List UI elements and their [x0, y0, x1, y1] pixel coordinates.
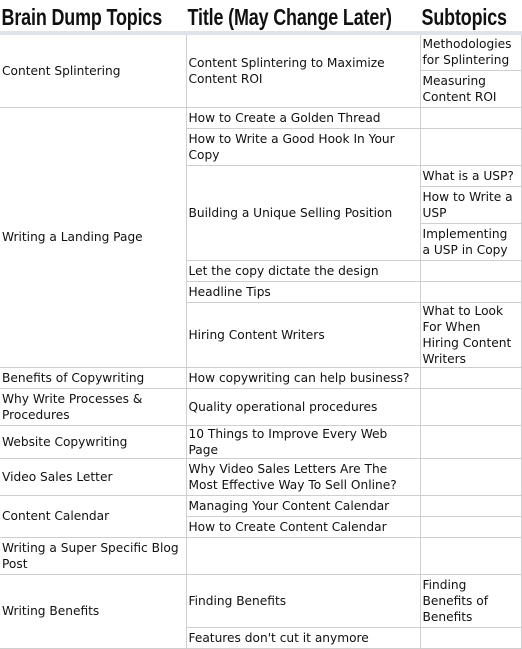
topic-cell[interactable]: Writing Benefits: [0, 574, 186, 648]
title-cell[interactable]: Quality operational procedures: [186, 388, 420, 425]
subtopic-cell[interactable]: Methodologies for Splintering: [420, 33, 521, 70]
topic-cell[interactable]: Hiring Content Writers: [186, 302, 420, 367]
title-cell[interactable]: Why Video Sales Letters Are The Most Effective Way To Sell Online?: [186, 458, 420, 495]
table-row: [0, 537, 521, 574]
subtopic-cell[interactable]: Implementing a USP in Copy: [420, 223, 521, 260]
header-subtopics: Subtopics: [420, 0, 499, 33]
title-cell[interactable]: Finding Benefits: [186, 574, 420, 627]
table-row: [0, 388, 521, 425]
subtopic-cell[interactable]: [420, 537, 521, 574]
header-row: [0, 0, 521, 33]
topic-cell[interactable]: Video Sales Letter: [0, 458, 186, 495]
title-cell[interactable]: How to Create Content Calendar: [186, 516, 420, 537]
subtopic-cell[interactable]: [420, 458, 521, 495]
title-cell[interactable]: Let the copy dictate the design: [186, 260, 420, 281]
title-cell[interactable]: How to Create a Golden Thread: [186, 107, 420, 128]
title-cell[interactable]: 10 Things to Improve Every Web Page: [186, 425, 420, 458]
table-row: [0, 425, 521, 458]
subtopic-cell[interactable]: Measuring Content ROI: [420, 70, 521, 107]
topic-cell[interactable]: Content Calendar: [0, 495, 186, 537]
table-body: [0, 33, 521, 648]
table-row: [0, 458, 521, 495]
title-cell[interactable]: How copywriting can help business?: [186, 367, 420, 388]
table-row: [0, 574, 521, 627]
title-cell[interactable]: Headline Tips: [186, 281, 420, 302]
subtopic-cell[interactable]: [420, 388, 521, 425]
topic-cell[interactable]: Writing a Super Specific Blog Post: [0, 537, 186, 574]
title-cell[interactable]: Building a Unique Selling Position: [186, 165, 420, 260]
topic-cell[interactable]: Writing a Landing Page: [0, 107, 186, 367]
subtopic-cell[interactable]: Finding Benefits of Benefits: [420, 574, 521, 627]
subtopic-cell[interactable]: How to Write a USP: [420, 186, 521, 223]
subtopic-cell[interactable]: [420, 260, 521, 281]
subtopic-cell[interactable]: [420, 367, 521, 388]
table-row: [0, 107, 521, 128]
topic-cell[interactable]: Why Write Processes & Procedures: [0, 388, 186, 425]
table-header: [0, 0, 521, 33]
topic-cell[interactable]: Benefits of Copywriting: [0, 367, 186, 388]
title-cell[interactable]: Content Splintering to Maximize Content ROI: [186, 33, 420, 107]
title-cell[interactable]: How to Write a Good Hook In Your Copy: [186, 128, 420, 165]
subtopic-cell[interactable]: [420, 627, 521, 648]
header-brain-dump-topics: Brain Dump Topics: [0, 0, 145, 33]
subtopic-cell[interactable]: [420, 281, 521, 302]
subtopic-cell[interactable]: What is a USP?: [420, 165, 521, 186]
header-title: Title (May Change Later): [186, 0, 369, 33]
subtopic-cell[interactable]: [420, 107, 521, 128]
subtopic-cell[interactable]: [420, 516, 521, 537]
title-cell[interactable]: Features don't cut it anymore: [186, 627, 420, 648]
subtopic-cell[interactable]: [420, 495, 521, 516]
title-cell[interactable]: [186, 537, 420, 574]
table-row: [0, 33, 521, 70]
table-row: [0, 367, 521, 388]
title-cell[interactable]: Managing Your Content Calendar: [186, 495, 420, 516]
table-row: [0, 495, 521, 516]
title-cell[interactable]: What to Look For When Hiring Content Writers: [420, 302, 521, 367]
subtopic-cell[interactable]: [420, 128, 521, 165]
topic-cell[interactable]: Website Copywriting: [0, 425, 186, 458]
topic-cell[interactable]: Content Splintering: [0, 33, 186, 107]
subtopic-cell[interactable]: [420, 425, 521, 458]
